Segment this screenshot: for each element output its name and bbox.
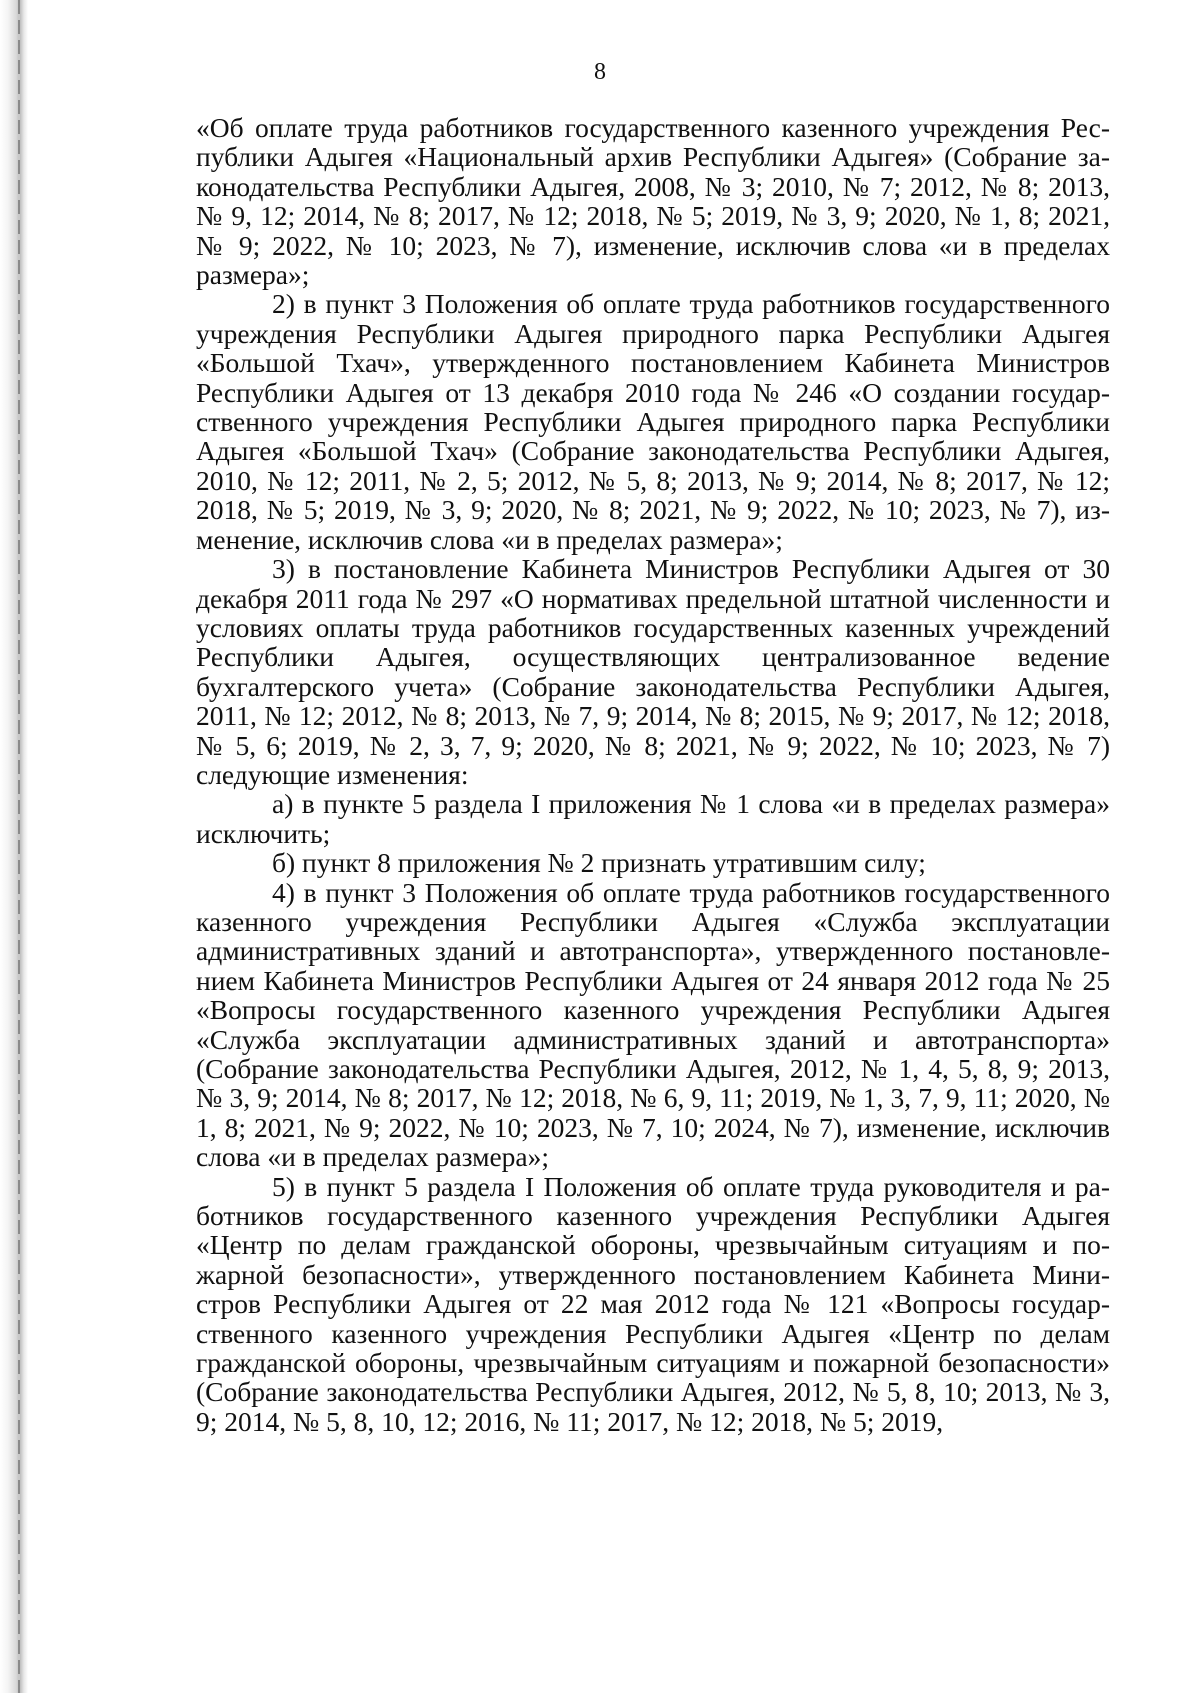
paragraph-item-2: 2) в пункт 3 Положения об оплате труда работников государственного учреждения Республики Адыгея природного парка Республики Адыгея «Большой Тхач», утвержденного постановлением Кабинета Министров Республики Адыгея от 13 декабря 2010 года № 246 «О создании государственного учреждения Республики Адыгея природного парка Республики Адыгея «Большой Тхач» (Собрание законодательства Республики Адыгея, 2010, № 12; 2011, № 2, 5; 2012, № 5, 8; 2013, № 9; 2014, № 8; 2017, № 12; 2018, № 5; 2019, № 3, 9; 2020, № 8; 2021, № 9; 2022, № 10; 2023, № 7), изменение, исключив слова «и в пределах размера»; [196,288,1110,555]
paragraph-item-5: 5) в пункт 5 раздела I Положения об оплате труда руководителя и работников государственного казенного учреждения Республики Адыгея «Центр по делам гражданской обороны, чрезвычайным ситуациям и пожарной безопасности», утвержденного постановлением Кабинета Министров Республики Адыгея от 22 мая 2012 года № 121 «Вопросы государственного казенного учреждения Республики Адыгея «Центр по делам гражданской обороны, чрезвычайным ситуациям и пожарной безопасности» (Собрание законодательства Республики Адыгея, 2012, № 5, 8, 10; 2013, № 3, 9; 2014, № 5, 8, 10, 12; 2016, № 11; 2017, № 12; 2018, № 5; 2019, [196,1170,1110,1437]
paragraph-item-4: 4) в пункт 3 Положения об оплате труда работников государственного казенного учреждения Республики Адыгея «Служба эксплуатации административных зданий и автотранспорта», утвержденного постановлением Кабинета Министров Республики Адыгея от 24 января 2012 года № 25 «Вопросы государственного казенного учреждения Республики Адыгея «Служба эксплуатации административных зданий и автотранспорта» (Собрание законодательства Республики Адыгея, 2012, № 1, 4, 5, 8, 9; 2013, № 3, 9; 2014, № 8; 2017, № 12; 2018, № 6, 9, 11; 2019, № 1, 3, 7, 9, 11; 2020, № 1, 8; 2021, № 9; 2022, № 10; 2023, № 7, 10; 2024, № 7), изменение, исключив слова «и в пределах размера»; [196,876,1110,1173]
paragraph-item-3: 3) в постановление Кабинета Министров Республики Адыгея от 30 декабря 2011 года № 297 «О нормативах предельной штатной численности и условиях оплаты труда работников государственных казенных учреждений Республики Адыгея, осуществляющих централизованное ведение бухгалтерского учета» (Собрание законодательства Республики Адыгея, 2011, № 12; 2012, № 8; 2013, № 7, 9; 2014, № 8; 2015, № 9; 2017, № 12; 2018, № 5, 6; 2019, № 2, 3, 7, 9; 2020, № 8; 2021, № 9; 2022, № 10; 2023, № 7) следующие изменения: [196,553,1110,790]
page-number: 8 [594,59,606,85]
document-body [196,113,1110,1436]
scan-binding-edge [0,0,28,1693]
paragraph-intro: «Об оплате труда работников государственного казенного учреждения Республики Адыгея «Национальный архив Республики Адыгея» (Собрание законодательства Республики Адыгея, 2008, № 3; 2010, № 7; 2012, № 8; 2013, № 9, 12; 2014, № 8; 2017, № 12; 2018, № 5; 2019, № 3, 9; 2020, № 1, 8; 2021, № 9; 2022, № 10; 2023, № 7), изменение, исключив слова «и в пределах размера»; [196,112,1110,291]
paragraph-item-3a: а) в пункте 5 раздела I приложения № 1 слова «и в пределах размера» исключить; [196,788,1110,849]
paragraph-item-3b: б) пункт 8 приложения № 2 признать утратившим силу; [272,847,926,879]
